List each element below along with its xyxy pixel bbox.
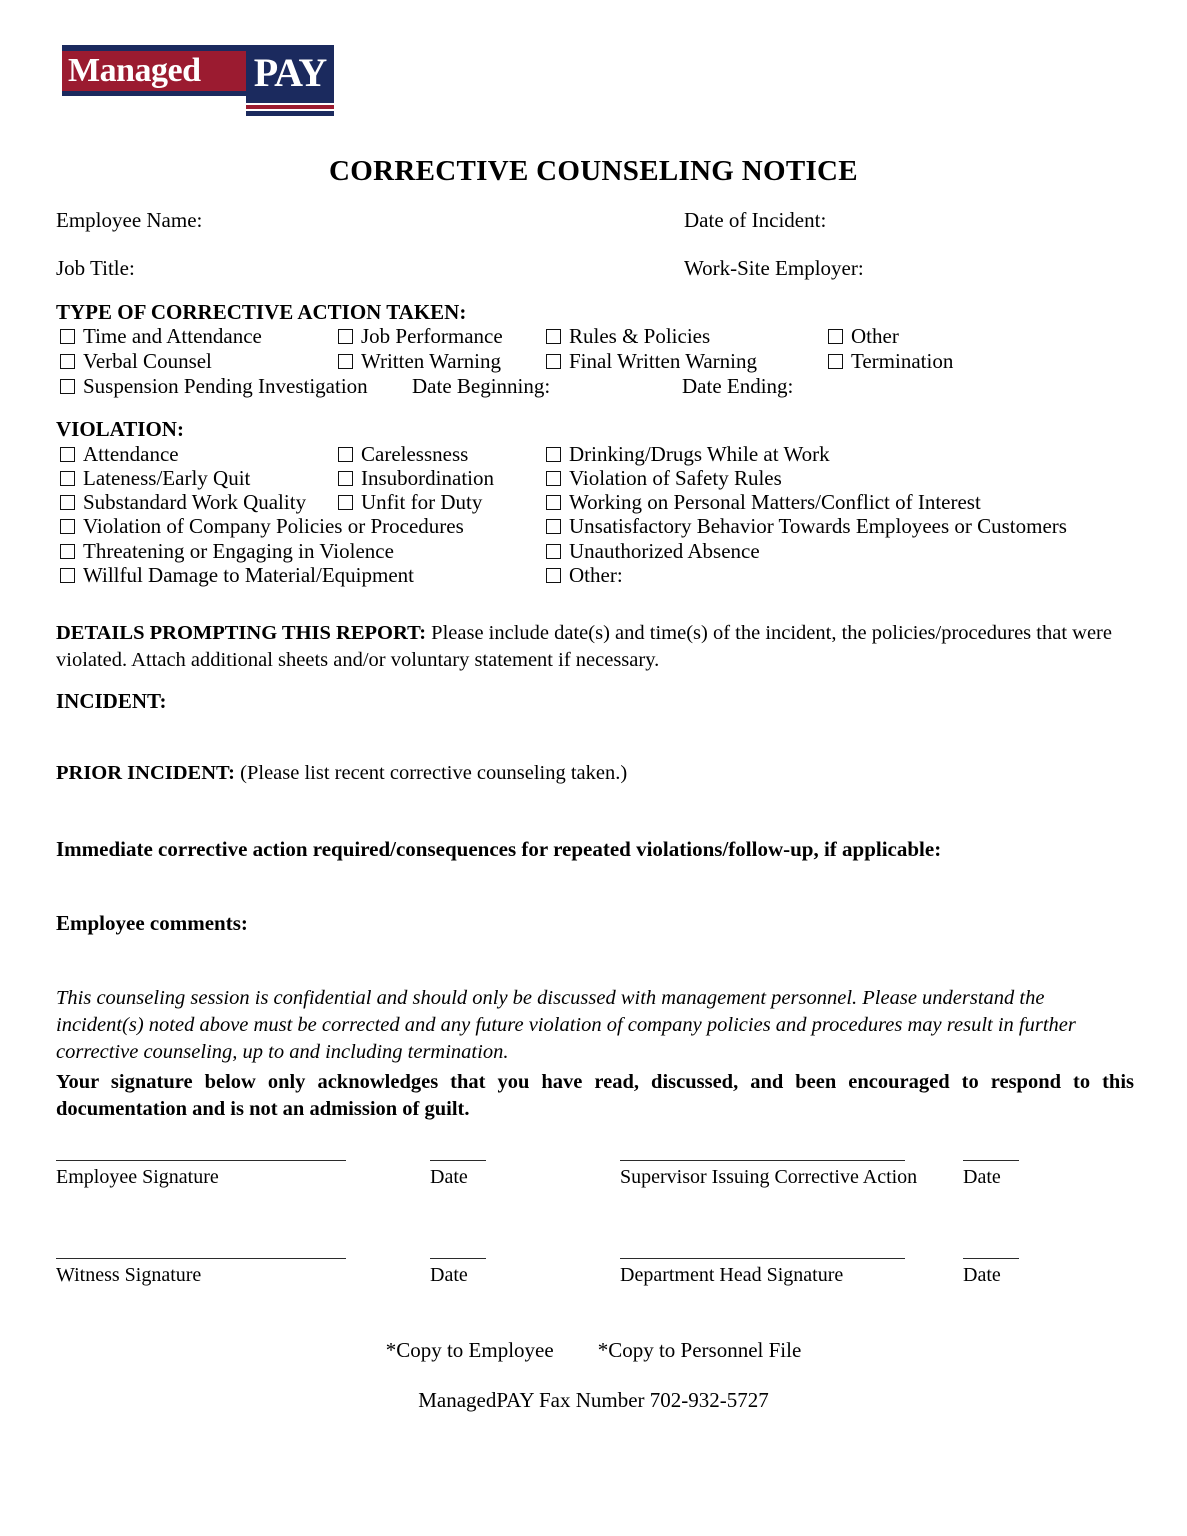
checkbox-written-warning[interactable] [338,349,501,374]
checkbox-label: Unfit for Duty [361,490,483,514]
date-beginning-label: Date Beginning: [412,374,551,398]
copy-to-employee-text: *Copy to Employee [385,1338,554,1362]
details-body: Please include date(s) and time(s) of the incident, the policies/procedures that were violated. Attach additional sheets and/or voluntary statement if necessary. [56,622,1112,671]
checkbox-unsatisfactory-behavior[interactable] [546,514,1067,539]
details-label: DETAILS PROMPTING THIS REPORT: [56,622,427,644]
job-title-label: Job Title: [56,256,135,280]
copy-to-personnel-text: *Copy to Personnel File [597,1338,802,1362]
checkbox-label: Verbal Counsel [83,349,212,373]
work-site-employer-label: Work-Site Employer: [684,256,864,280]
violation-heading: VIOLATION: [56,417,184,441]
checkbox-unauthorized-absence[interactable] [546,539,760,564]
employee-name-label: Employee Name: [56,208,203,232]
checkbox-box-icon[interactable] [60,447,75,462]
date-ending-label: Date Ending: [682,374,794,398]
checkbox-label: Willful Damage to Material/Equipment [83,563,414,587]
checkbox-box-icon[interactable] [60,354,75,369]
department-head-date-label: Date [963,1264,1001,1286]
checkbox-suspension-pending-investigation[interactable] [60,374,368,399]
checkbox-attendance[interactable] [60,442,179,467]
employee-signature-label: Employee Signature [56,1166,219,1188]
acknowledgement-text: Your signature below only acknowledges that you have read, discussed, and been encouraged to respond to this documentation and is not an admission of guilt. [56,1071,1134,1120]
checkbox-label: Other: [569,563,623,587]
footer-fax-line: ManagedPAY Fax Number 702-932-5727 [418,1388,769,1412]
checkbox-label: Lateness/Early Quit [83,466,251,490]
checkbox-label: Final Written Warning [569,349,757,373]
checkbox-label: Unsatisfactory Behavior Towards Employees or Customers [569,514,1067,538]
details-prompting-report [56,620,1134,674]
checkbox-box-icon[interactable] [546,329,561,344]
department-head-signature-line[interactable] [620,1258,905,1259]
checkbox-box-icon[interactable] [60,471,75,486]
checkbox-box-icon[interactable] [546,471,561,486]
checkbox-box-icon[interactable] [546,519,561,534]
checkbox-unfit-for-duty[interactable] [338,490,482,515]
checkbox-label: Other [851,324,899,348]
prior-incident-label: PRIOR INCIDENT: [56,762,236,784]
department-head-signature-label: Department Head Signature [620,1264,844,1286]
witness-signature-line[interactable] [56,1258,346,1259]
checkbox-box-icon[interactable] [60,519,75,534]
managedpay-logo [62,45,334,117]
checkbox-label: Unauthorized Absence [569,539,760,563]
checkbox-label: Job Performance [361,324,503,348]
checkbox-label: Rules & Policies [569,324,711,348]
department-head-date-line[interactable] [963,1258,1019,1259]
checkbox-willful-damage[interactable] [60,563,414,588]
checkbox-label: Suspension Pending Investigation [83,374,368,398]
logo-navy-bar [246,111,334,116]
checkbox-other-action[interactable] [828,324,899,349]
checkbox-label: Carelessness [361,442,469,466]
date-of-incident-label: Date of Incident: [684,208,827,232]
prior-incident-body: (Please list recent corrective counseling taken.) [235,762,628,784]
checkbox-final-written-warning[interactable] [546,349,757,374]
checkbox-box-icon[interactable] [338,447,353,462]
supervisor-date-label: Date [963,1166,1001,1188]
checkbox-label: Working on Personal Matters/Conflict of Interest [569,490,981,514]
checkbox-drinking-drugs-at-work[interactable] [546,442,830,467]
checkbox-box-icon[interactable] [338,495,353,510]
checkbox-label: Written Warning [361,349,501,373]
checkbox-insubordination[interactable] [338,466,494,491]
checkbox-box-icon[interactable] [546,495,561,510]
immediate-action-label: Immediate corrective action required/consequences for repeated violations/follow-up, if applicable: [56,837,942,861]
employee-comments-label: Employee comments: [56,911,248,935]
checkbox-label: Substandard Work Quality [83,490,307,514]
checkbox-carelessness[interactable] [338,442,468,467]
checkbox-box-icon[interactable] [546,354,561,369]
checkbox-box-icon[interactable] [60,379,75,394]
logo-managed-text: Managed [62,51,269,91]
checkbox-label: Violation of Company Policies or Procedures [83,514,464,538]
confidentiality-note: This counseling session is confidential and should only be discussed with management personnel. Please understand the incident(s) noted above must be corrected and any future violation of company policies and procedures may result in further corrective counseling, up to and including termination. [56,987,1076,1063]
prior-incident-line [56,760,1134,787]
checkbox-label: Violation of Safety Rules [569,466,782,490]
corrective-action-heading: TYPE OF CORRECTIVE ACTION TAKEN: [56,300,467,324]
checkbox-box-icon[interactable] [546,447,561,462]
supervisor-date-line[interactable] [963,1160,1019,1161]
checkbox-box-icon[interactable] [828,329,843,344]
checkbox-termination[interactable] [828,349,953,374]
checkbox-verbal-counsel[interactable] [60,349,212,374]
checkbox-box-icon[interactable] [60,568,75,583]
checkbox-label: Termination [851,349,954,373]
page-title: CORRECTIVE COUNSELING NOTICE [329,155,858,187]
witness-signature-label: Witness Signature [56,1264,202,1286]
checkbox-violation-of-safety-rules[interactable] [546,466,782,491]
checkbox-box-icon[interactable] [60,329,75,344]
checkbox-lateness-early-quit[interactable] [60,466,250,491]
checkbox-time-and-attendance[interactable] [60,324,262,349]
checkbox-personal-matters-conflict[interactable] [546,490,981,515]
checkbox-box-icon[interactable] [60,495,75,510]
employee-date-line[interactable] [430,1160,486,1161]
checkbox-label: Threatening or Engaging in Violence [83,539,394,563]
checkbox-box-icon[interactable] [546,544,561,559]
supervisor-signature-line[interactable] [620,1160,905,1161]
checkbox-violation-of-company-policies[interactable] [60,514,464,539]
logo-pay-text: PAY [246,45,334,103]
checkbox-box-icon[interactable] [546,568,561,583]
checkbox-threatening-or-violence[interactable] [60,539,394,564]
employee-signature-line[interactable] [56,1160,346,1161]
checkbox-label: Drinking/Drugs While at Work [569,442,830,466]
employee-date-label: Date [430,1166,468,1188]
witness-date-line[interactable] [430,1258,486,1259]
checkbox-label: Time and Attendance [83,324,262,348]
checkbox-label: Attendance [83,442,179,466]
checkbox-box-icon[interactable] [338,471,353,486]
checkbox-label: Insubordination [361,466,494,490]
checkbox-box-icon[interactable] [60,544,75,559]
checkbox-substandard-work-quality[interactable] [60,490,306,515]
witness-date-label: Date [430,1264,468,1286]
logo-managed-underline [62,91,269,96]
footer-copy-notes [0,1338,1187,1363]
checkbox-other-violation[interactable] [546,563,623,588]
checkbox-job-performance[interactable] [338,324,503,349]
incident-label: INCIDENT: [56,689,167,713]
checkbox-box-icon[interactable] [338,329,353,344]
supervisor-signature-label: Supervisor Issuing Corrective Action [620,1166,918,1188]
checkbox-box-icon[interactable] [338,354,353,369]
checkbox-box-icon[interactable] [828,354,843,369]
checkbox-rules-and-policies[interactable] [546,324,710,349]
logo-red-bar [246,105,334,109]
